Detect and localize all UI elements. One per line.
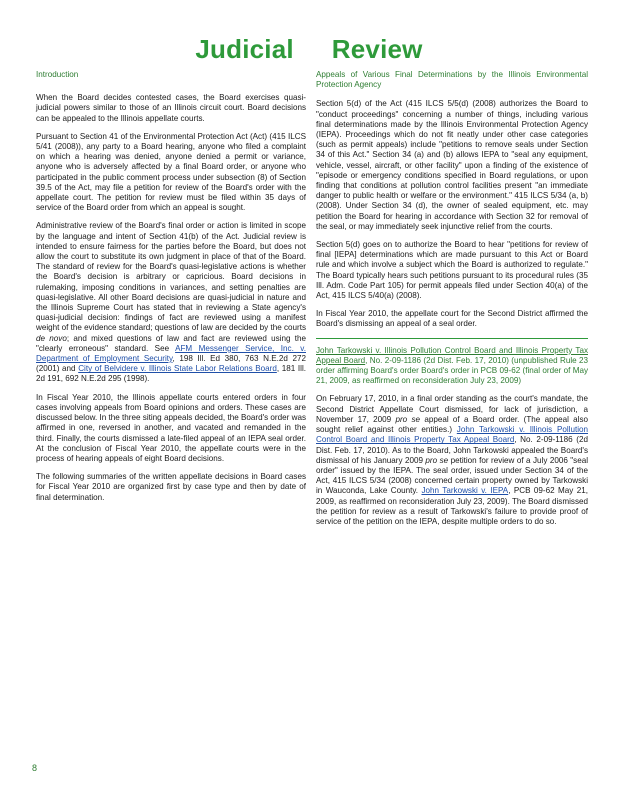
case-link-tarkowski-iepa[interactable]: John Tarkowski v. IEPA (421, 486, 509, 496)
paragraph: Pursuant to Section 41 of the Environmental Protection Act (Act) (415 ILCS 5/41 (2008)), any party to a Board hearing, anyone who filed a complaint on which a hearing was denied, anyone denied a permit or variance, anyone who is adversely affected by a final Board order, or anyone who participated in the public comment process under subsection (8) of Section 39.5 of the Act, may file a petition for review of the Board's order with the appellate court. The petition for review must be filed within 35 days of service of the Board order from which an appeal is sought. (36, 131, 306, 213)
paragraph: In Fiscal Year 2010, the Illinois appellate courts entered orders in four cases involving appeals from Board opinions and orders. These cases are discussed below. In the three siting appeals decided, the Board's order was affirmed in one, reversed in another, and vacated and remanded in the third. Finally, the courts dismissed a late-filed appeal of an IEPA seal order. At the conclusion of Fiscal Year 2010, the appellate courts were in the process of hearing appeals of eight Board decisions. (36, 392, 306, 463)
paragraph: The following summaries of the written appellate decisions in Board cases for Fiscal Year 2010 are organized first by case type and then by date of final determination. (36, 472, 306, 502)
case-link-afm[interactable]: AFM Messenger Service, Inc. v. Department of Employment Security (36, 343, 306, 364)
paragraph: On February 17, 2010, in a final order standing as the court's mandate, the Second District Appellate Court dismissed, for lack of jurisdiction, a November 17, 2009 pro se appeal of a Board order. (The appeal also sought relief against other entities.) John Tarkowski v. Illinois Pollution Control Board and Illinois Property Tax Appeal Board, No. 2-09-1186 (2d Dist. Feb. 17, 2010). As to the Board, John Tarkowski appealed the Board's dismissal of his January 2009 pro se petition for review of a July 2006 "seal order" issued by the IEPA. The seal order, issued under Section 34 of the Act, 415 ILCS 5/34 (2008) concerned certain property owned by Tarkowski in Wauconda, Lake County. John Tarkowski v. IEPA, PCB 09-62 May 21, 2009, as reaffirmed on reconsideration July 23, 2009). The Board dismissed the petition for review as a result of Tarkowski's failure to provide proof of service of the petition on the IEPA, despite multiple orders to do so. (316, 394, 589, 526)
page-title-word-1: Judicial (195, 34, 294, 64)
case-citation-block (316, 338, 588, 387)
paragraph: Section 5(d) of the Act (415 ILCS 5/5(d) (2008) authorizes the Board to "conduct proceedings" concerning a number of things, including various final determinations made by the Illinois Environmental Protection Agency (IEPA). Proceedings which do not fit neatly under other case categories (such as permit appeals) include "petitions to remove seals under Section 34 of this Act." Section 34 (a) and (b) allows IEPA to "seal any equipment, vehicle, vessel, aircraft, or other facility" upon a finding of the existence of "episode or emergency conditions specified in Board regulations, or upon finding that conditions at pollution control facilities present "an immediate danger to public health or welfare or the environment." 415 ILCS 5/34 (a, b) (2008). Under Section 34 (d), the owner of sealed equipment, etc. may petition the Board for hearing in accordance with Section 32 for removal of the seal, or may immediately seek injunctive relief from the courts. (316, 99, 588, 231)
page-number: 8 (32, 763, 38, 773)
left-column (36, 70, 306, 511)
case-link-tarkowski-2[interactable]: John Tarkowski v. Illinois Pollution Control Board and Illinois Property Tax Appeal Board (316, 425, 588, 445)
case-citation: John Tarkowski v. Illinois Pollution Control Board and Illinois Property Tax Appeal Board, No. 2-09-1186 (2d Dist. Feb. 17, 2010) (unpublished Rule 23 order affirming Board's order Board's order in PCB 09-62 (final order of May 21, 2009, as reaffirmed on reconsideration July 23, 2009) (316, 345, 588, 386)
case-link-belvidere[interactable]: City of Belvidere v. Illinois State Labor Relations Board (78, 364, 277, 374)
case-link-tarkowski[interactable]: John Tarkowski v. Illinois Pollution Control Board and Illinois Property Tax Appeal Board (316, 345, 588, 365)
right-column (316, 70, 588, 535)
paragraph: Section 5(d) goes on to authorize the Board to hear "petitions for review of final [IEPA] determinations which are made pursuant to this Act or Board rule and which involve a subject which the Board is authorized to regulate." The Board typically hears such petitions pursuant to its procedural rules (35 Ill. Adm. Code Part 105) for permit appeals filed under Section 40(a) of the Act, 415 ILCS 5/40(a) (2008). (316, 240, 588, 301)
section-heading-appeals: Appeals of Various Final Determinations by the Illinois Environmental Protection Agency (316, 70, 588, 90)
paragraph: In Fiscal Year 2010, the appellate court for the Second District affirmed the Board's dismissing an appeal of a seal order. (316, 309, 588, 329)
paragraph: Administrative review of the Board's final order or action is limited in scope by the language and intent of Section 41(b) of the Act. Judicial review is intended to ensure fairness for the parties before the Board, but does not allow the court to substitute its own judgment in place of that of the Board. The standard of review for the Board's quasi-legislative actions is whether the Board's decision is arbitrary or capricious. Board decisions in rulemaking, imposing conditions in variances, and setting penalties are quasi-legislative. All other Board decisions are quasi-judicial in nature and the Illinois Supreme Court has stated that in reviewing a State agency's quasi-judicial decision: findings of fact are reviewed using a manifest weight of the evidence standard; questions of law are decided by the courts de novo; and mixed questions of law and fact are reviewed using the "clearly erroneous" standard. See AFM Messenger Service, Inc. v. Department of Employment Security, 198 Ill. Ed 380, 763 N.E.2d 272 (2001) and City of Belvidere v. Illinois State Labor Relations Board, 181 Ill. 2d 191, 692 N.E.2d 295 (1998). (36, 221, 306, 384)
section-heading-introduction: Introduction (36, 70, 79, 79)
page-title-word-2: Review (331, 34, 423, 64)
paragraph: When the Board decides contested cases, the Board exercises quasi-judicial powers similar to those of an Illinois circuit court. Board decisions can be appealed to the Illinois appellate courts. (36, 93, 306, 123)
page-title (0, 34, 618, 65)
